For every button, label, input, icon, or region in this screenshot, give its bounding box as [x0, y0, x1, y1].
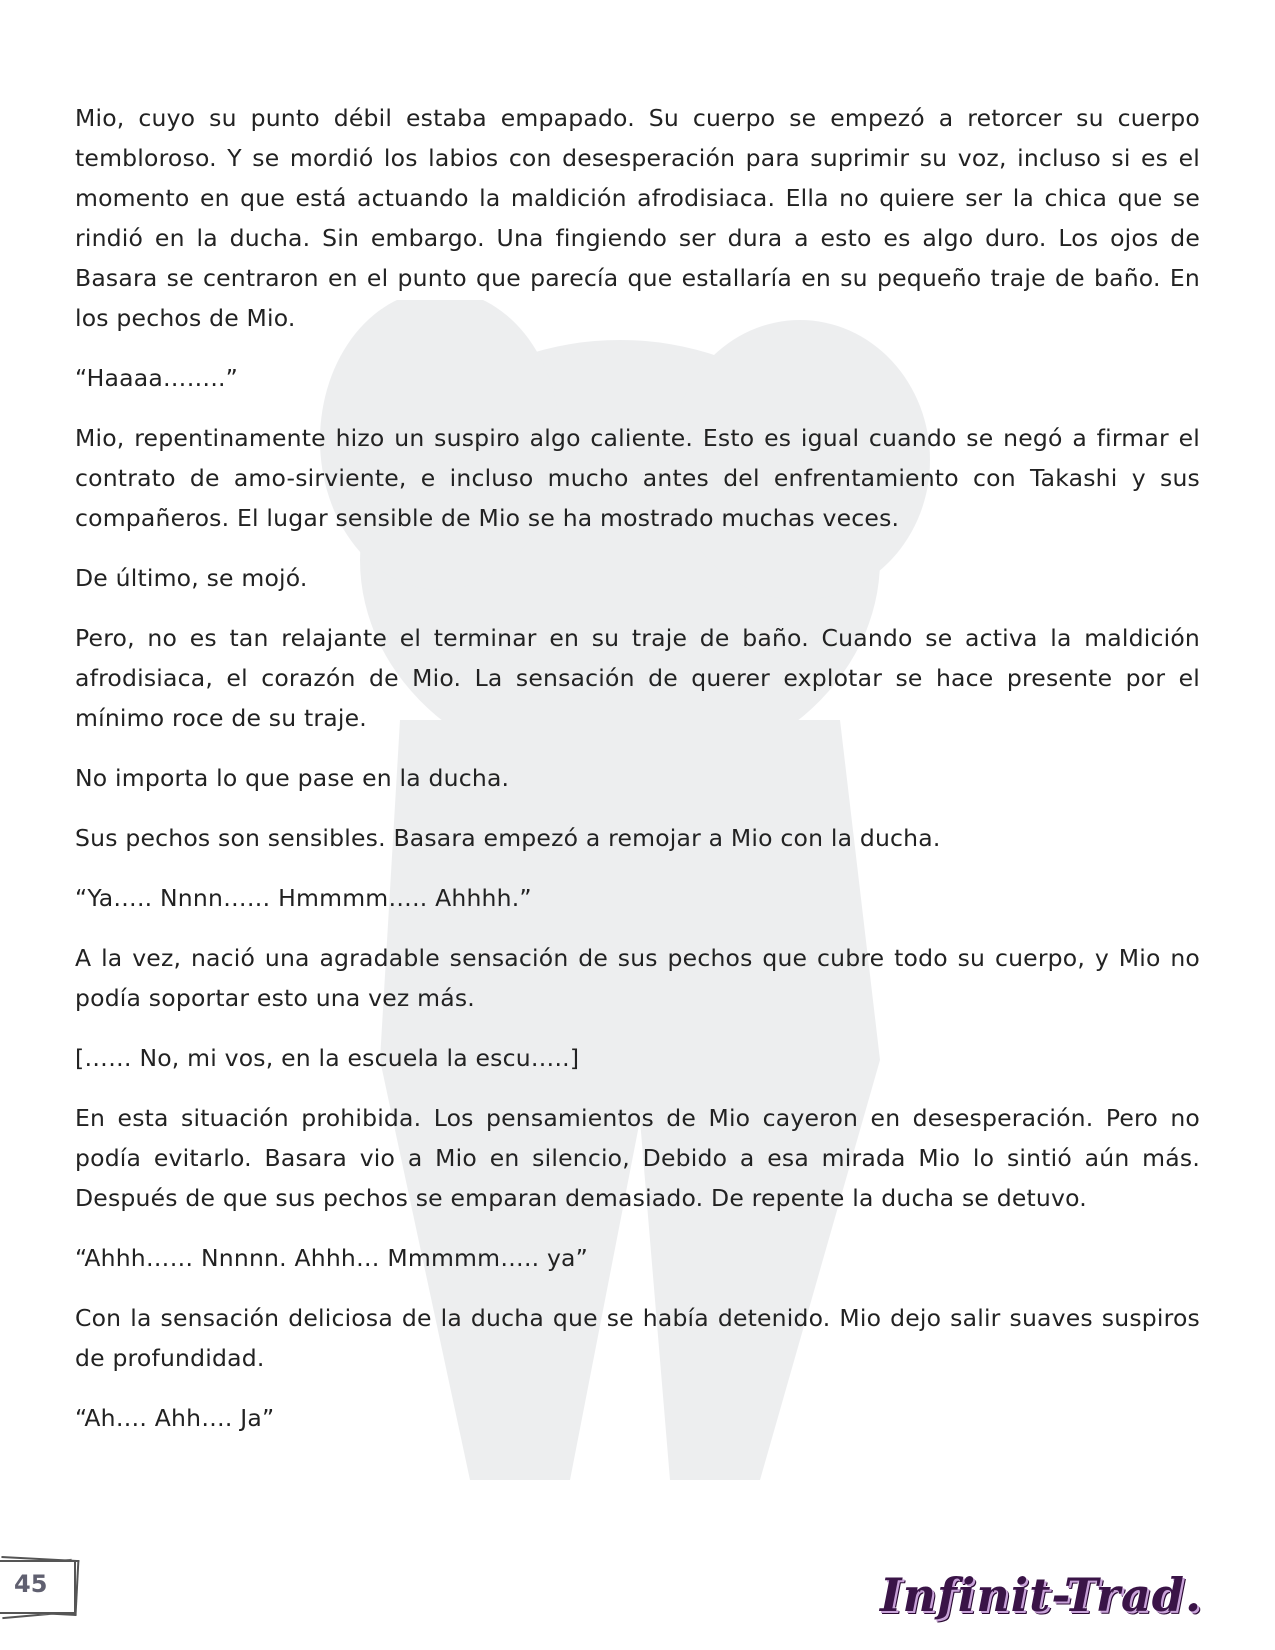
paragraph: A la vez, nació una agradable sensación de sus pechos que cubre todo su cuerpo, y Mio no podía soportar esto una vez más.	[75, 944, 1200, 1012]
paragraph: “Ah…. Ahh…. Ja”	[75, 1404, 275, 1432]
paragraph: Mio, repentinamente hizo un suspiro algo caliente. Esto es igual cuando se negó a firmar el contrato de amo-sirviente, e incluso mucho antes del enfrentamiento con Takashi y sus compañeros. El lugar sensible de Mio se ha mostrado muchas veces.	[75, 424, 1200, 532]
document-body	[75, 98, 1200, 1458]
paragraph: En esta situación prohibida. Los pensamientos de Mio cayeron en desesperación. Pero no podía evitarlo. Basara vio a Mio en silencio, Debido a esa mirada Mio lo sintió aún más. Después de que sus pechos se emparan demasiado. De repente la ducha se detuvo.	[75, 1104, 1200, 1212]
paragraph: […… No, mi vos, en la escuela la escu…..]	[75, 1044, 580, 1072]
brand-logo: Infinit-Trad.	[880, 1568, 1202, 1622]
paragraph: Pero, no es tan relajante el terminar en su traje de baño. Cuando se activa la maldición afrodisiaca, el corazón de Mio. La sensación de querer explotar se hace presente por el mínimo roce de su traje.	[75, 624, 1200, 732]
paragraph: “Haaaa……..”	[75, 364, 239, 392]
page-number: 45	[14, 1570, 48, 1598]
paragraph: Mio, cuyo su punto débil estaba empapado. Su cuerpo se empezó a retorcer su cuerpo tembloroso. Y se mordió los labios con desesperación para suprimir su voz, incluso si es el momento en que está actuando la maldición afrodisiaca. Ella no quiere ser la chica que se rindió en la ducha. Sin embargo. Una fingiendo ser dura a esto es algo duro. Los ojos de Basara se centraron en el punto que parecía que estallaría en su pequeño traje de baño. En los pechos de Mio.	[75, 104, 1200, 332]
paragraph: “Ahhh…… Nnnnn. Ahhh… Mmmmm….. ya”	[75, 1244, 589, 1272]
paragraph: Con la sensación deliciosa de la ducha que se había detenido. Mio dejo salir suaves suspiros de profundidad.	[75, 1304, 1200, 1372]
page-number-badge	[0, 1552, 84, 1614]
paragraph: De último, se mojó.	[75, 564, 308, 592]
paragraph: “Ya….. Nnnn…… Hmmmm….. Ahhhh.”	[75, 884, 532, 912]
paragraph: No importa lo que pase en la ducha.	[75, 764, 510, 792]
paragraph: Sus pechos son sensibles. Basara empezó a remojar a Mio con la ducha.	[75, 824, 941, 852]
